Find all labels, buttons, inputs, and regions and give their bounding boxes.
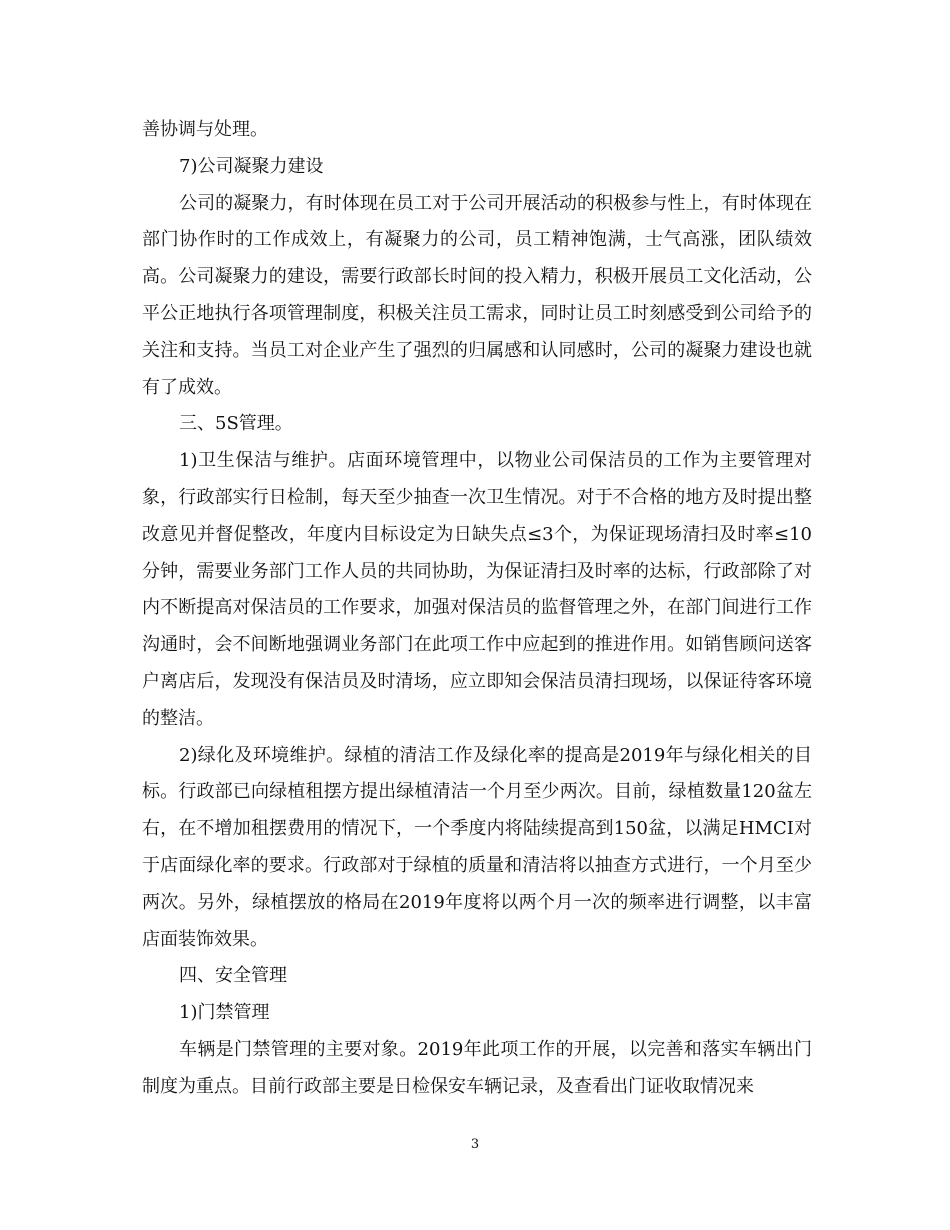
document-body <box>142 112 812 1106</box>
paragraph: 公司的凝聚力，有时体现在员工对于公司开展活动的积极参与性上，有时体现在部门协作时的工作成效上，有凝聚力的公司，员工精神饱满，士气高涨，团队绩效高。公司凝聚力的建设，需要行政部长时间的投入精力，积极开展员工文化活动，公平公正地执行各项管理制度，积极关注员工需求，同时让员工时刻感受到公司给予的关注和支持。当员工对企业产生了强烈的归属感和认同感时，公司的凝聚力建设也就有了成效。 <box>142 192 812 398</box>
section-heading: 7)公司凝聚力建设 <box>179 155 324 177</box>
page-number: 3 <box>470 1137 480 1152</box>
paragraph: 善协调与处理。 <box>142 119 268 140</box>
section-heading: 三、5S管理。 <box>179 413 293 435</box>
subsection-heading: 1)门禁管理 <box>179 1002 270 1024</box>
section-heading: 四、安全管理 <box>179 965 287 987</box>
paragraph: 2)绿化及环境维护。绿植的清洁工作及绿化率的提高是2019年与绿化相关的目标。行政部已向绿植租摆方提出绿植清洁一个月至少两次。目前，绿植数量120盆左右，在不增加租摆费用的情况下，一个季度内将陆续提高到150盆，以满足HMCI对于店面绿化率的要求。行政部对于绿植的质量和清洁将以抽查方式进行，一个月至少两次。另外，绿植摆放的格局在2019年度将以两个月一次的频率进行调整，以丰富店面装饰效果。 <box>142 744 812 950</box>
paragraph: 车辆是门禁管理的主要对象。2019年此项工作的开展，以完善和落实车辆出门制度为重点。目前行政部主要是日检保安车辆记录，及查看出门证收取情况来 <box>142 1038 812 1097</box>
paragraph: 1)卫生保洁与维护。店面环境管理中，以物业公司保洁员的工作为主要管理对象，行政部实行日检制，每天至少抽查一次卫生情况。对于不合格的地方及时提出整改意见并督促整改，年度内目标设定为日缺失点≤3个，为保证现场清扫及时率≤10分钟，需要业务部门工作人员的共同协助，为保证清扫及时率的达标，行政部除了对内不断提高对保洁员的工作要求，加强对保洁员的监督管理之外，在部门间进行工作沟通时，会不间断地强调业务部门在此项工作中应起到的推进作用。如销售顾问送客户离店后，发现没有保洁员及时清场，应立即知会保洁员清扫现场，以保证待客环境的整洁。 <box>142 450 812 729</box>
